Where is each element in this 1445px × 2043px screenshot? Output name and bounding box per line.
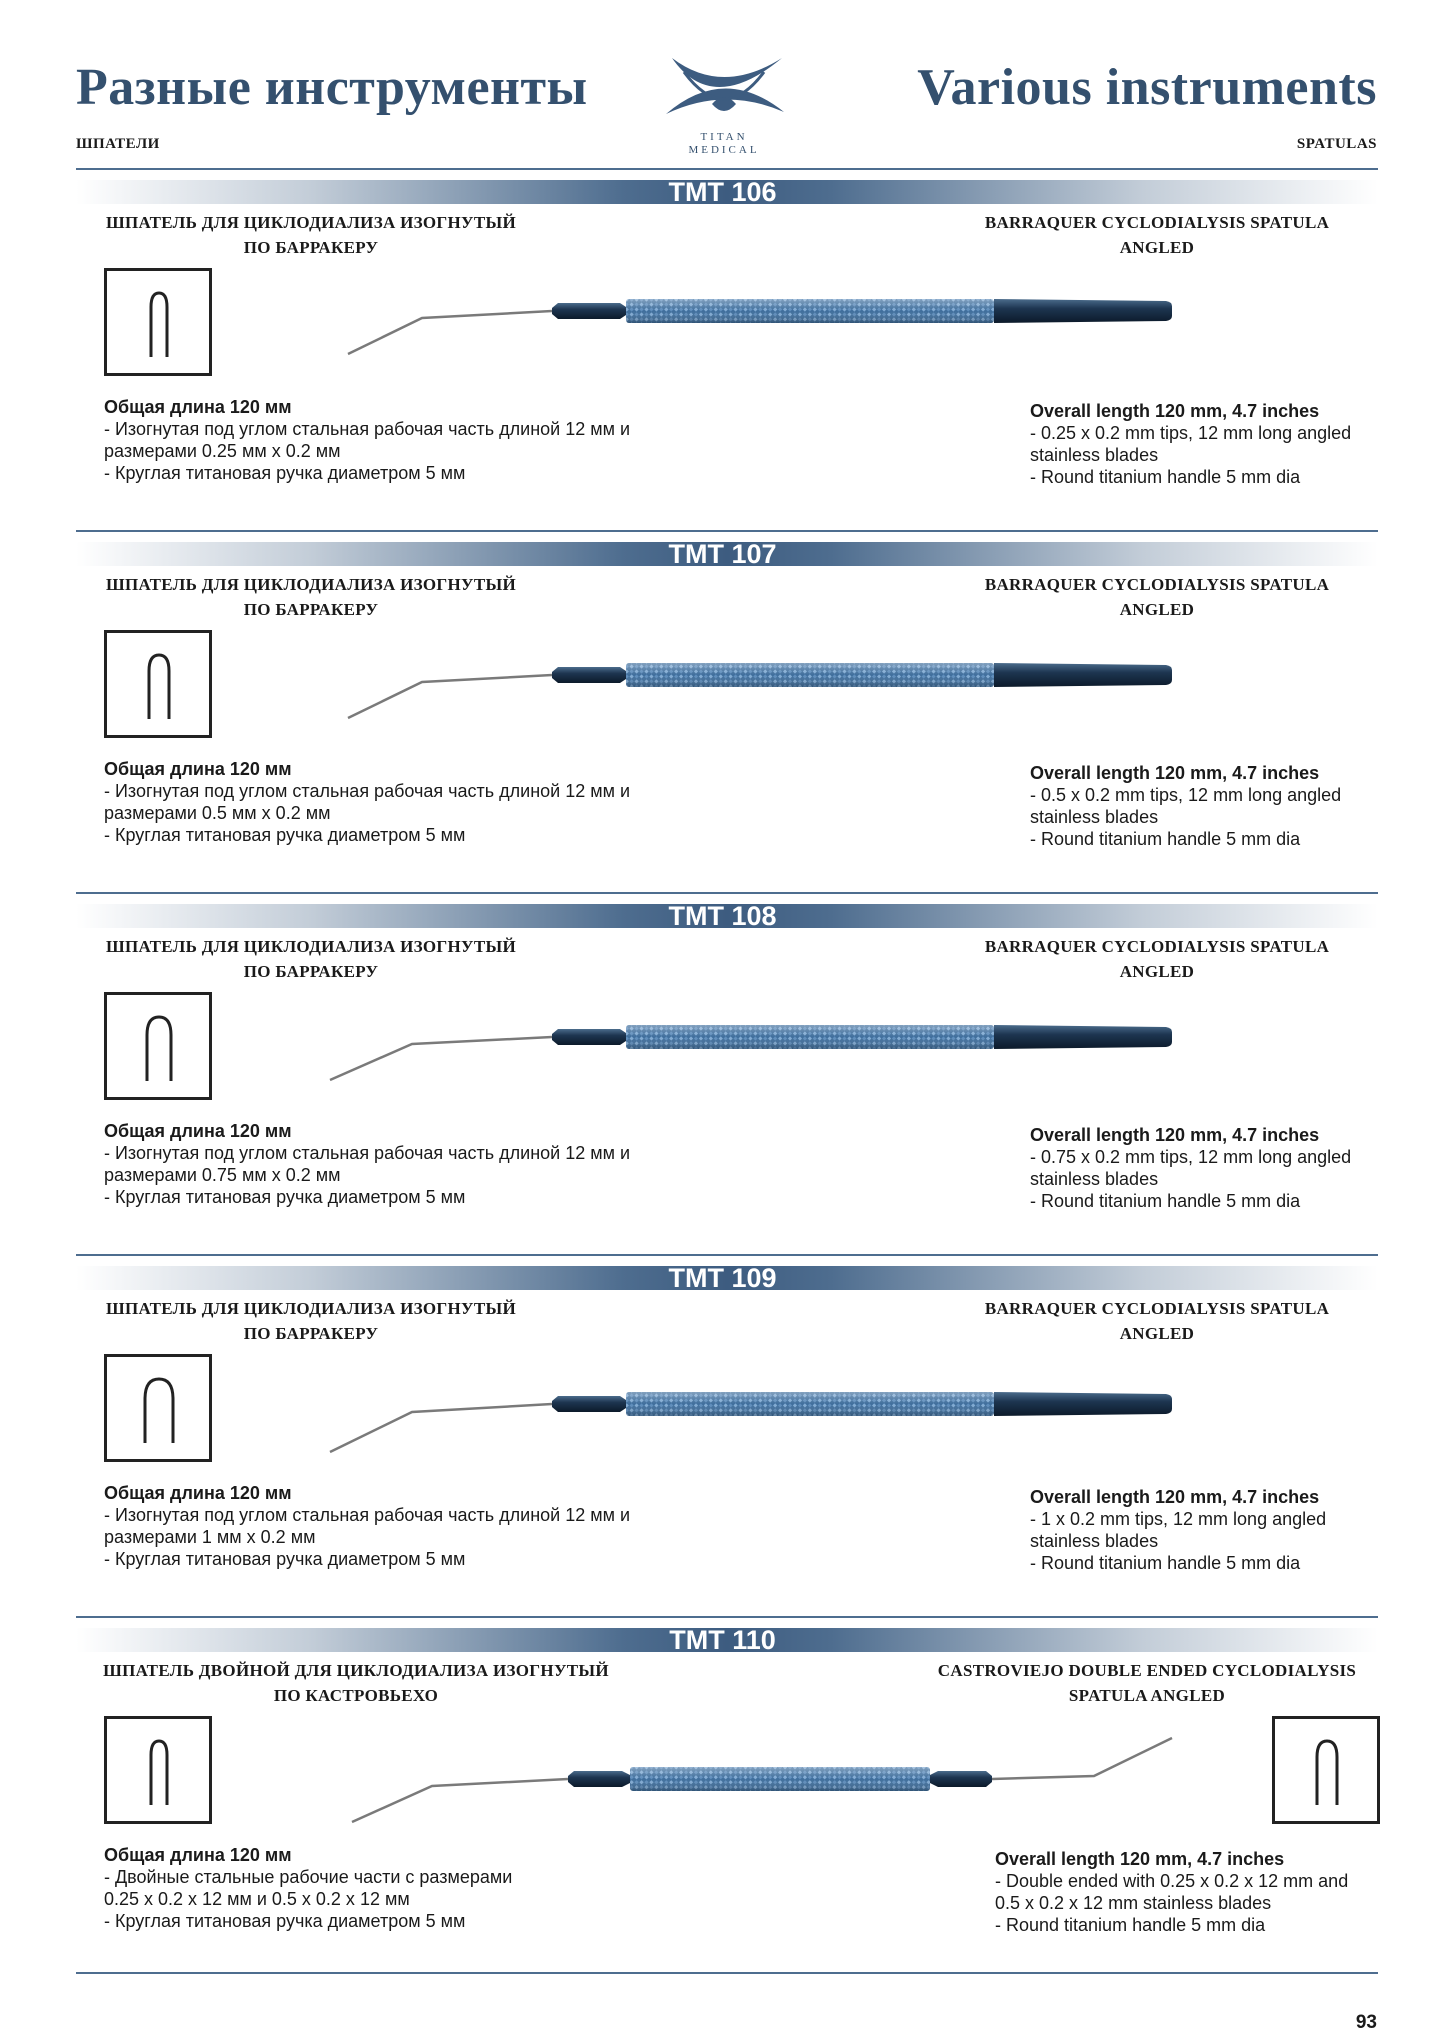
double-spatula-image bbox=[300, 1696, 1200, 1846]
category-en: SPATULAS bbox=[1296, 136, 1377, 152]
product-code: TMT 108 bbox=[668, 901, 777, 931]
page-title-en: Various instruments bbox=[917, 59, 1377, 116]
description-en: Overall length 120 mm, 4.7 inches - 0.5 x 0.2 mm tips, 12 mm long angled stainless blades - Round titanium handle 5 mm dia bbox=[1030, 763, 1342, 849]
page-number: 93 bbox=[1355, 2012, 1377, 2033]
description-en: Overall length 120 mm, 4.7 inches - 1 x 0.2 mm tips, 12 mm long angled stainless blades - Round titanium handle 5 mm dia bbox=[1030, 1487, 1327, 1573]
product-name-ru: ШПАТЕЛЬ ДВОЙНОЙ ДЛЯ ЦИКЛОДИАЛИЗА ИЗОГНУТЫЙ ПО КАСТРОВЬЕХО bbox=[103, 1661, 609, 1705]
product-section bbox=[0, 168, 1445, 530]
section-divider bbox=[76, 168, 1378, 170]
product-name-en: BARRAQUER CYCLODIALYSIS SPATULA ANGLED bbox=[984, 1299, 1330, 1343]
spatula-image bbox=[300, 1334, 1200, 1484]
tip-detail-image-2 bbox=[1272, 1716, 1380, 1824]
footer-divider bbox=[76, 1972, 1378, 1974]
product-code: TMT 107 bbox=[668, 539, 777, 569]
product-section bbox=[0, 1616, 1445, 1978]
tip-detail-image bbox=[104, 1716, 212, 1824]
product-code: TMT 110 bbox=[669, 1625, 776, 1655]
description-ru: Общая длина 120 мм - Изогнутая под углом стальная рабочая часть длиной 12 мм и размерами 0.25 мм х 0.2 мм - Круглая титановая ручка диаметром 5 мм bbox=[104, 397, 631, 483]
page-title-ru: Разные инструменты bbox=[76, 59, 588, 116]
product-code: TMT 106 bbox=[668, 177, 777, 207]
description-ru: Общая длина 120 мм - Двойные стальные рабочие части с размерами 0.25 х 0.2 х 12 мм и 0.5 х 0.2 х 12 мм - Круглая титановая ручка диаметром 5 мм bbox=[104, 1845, 513, 1931]
description-en: Overall length 120 mm, 4.7 inches - 0.25 x 0.2 mm tips, 12 mm long angled stainless blades - Round titanium handle 5 mm dia bbox=[1030, 401, 1352, 487]
description-ru: Общая длина 120 мм - Изогнутая под углом стальная рабочая часть длиной 12 мм и размерами 1 мм х 0.2 мм - Круглая титановая ручка диаметром 5 мм bbox=[104, 1483, 631, 1569]
product-name-en: CASTROVIEJO DOUBLE ENDED CYCLODIALYSIS SPATULA ANGLED bbox=[937, 1661, 1357, 1705]
description-ru: Общая длина 120 мм - Изогнутая под углом стальная рабочая часть длиной 12 мм и размерами 0.75 мм х 0.2 мм - Круглая титановая ручка диаметром 5 мм bbox=[104, 1121, 631, 1207]
product-name-en: BARRAQUER CYCLODIALYSIS SPATULA ANGLED bbox=[984, 937, 1330, 981]
product-name-ru: ШПАТЕЛЬ ДЛЯ ЦИКЛОДИАЛИЗА ИЗОГНУТЫЙ ПО БАРРАКЕРУ bbox=[106, 575, 516, 619]
spatula-image bbox=[300, 972, 1200, 1122]
product-name-ru: ШПАТЕЛЬ ДЛЯ ЦИКЛОДИАЛИЗА ИЗОГНУТЫЙ ПО БАРРАКЕРУ bbox=[106, 213, 516, 257]
tip-detail-image bbox=[104, 268, 212, 376]
description-en: Overall length 120 mm, 4.7 inches - 0.75 x 0.2 mm tips, 12 mm long angled stainless blades - Round titanium handle 5 mm dia bbox=[1030, 1125, 1352, 1211]
section-divider bbox=[76, 1254, 1378, 1256]
description-ru: Общая длина 120 мм - Изогнутая под углом стальная рабочая часть длиной 12 мм и размерами 0.5 мм х 0.2 мм - Круглая титановая ручка диаметром 5 мм bbox=[104, 759, 631, 845]
product-section bbox=[0, 1254, 1445, 1616]
tip-detail-image bbox=[104, 630, 212, 738]
product-section bbox=[0, 892, 1445, 1254]
section-divider bbox=[76, 892, 1378, 894]
product-section bbox=[0, 530, 1445, 892]
tip-detail-image bbox=[104, 992, 212, 1100]
description-en: Overall length 120 mm, 4.7 inches - Double ended with 0.25 x 0.2 x 12 mm and 0.5 x 0.2 x 12 mm stainless blades - Round titanium handle 5 mm dia bbox=[995, 1849, 1349, 1935]
category-ru: ШПАТЕЛИ bbox=[76, 136, 160, 152]
logo-text-1: TITAN bbox=[700, 131, 748, 143]
product-code: TMT 109 bbox=[668, 1263, 777, 1293]
spatula-image bbox=[300, 610, 1200, 760]
product-name-en: BARRAQUER CYCLODIALYSIS SPATULA ANGLED bbox=[984, 213, 1330, 257]
section-divider bbox=[76, 1616, 1378, 1618]
product-name-ru: ШПАТЕЛЬ ДЛЯ ЦИКЛОДИАЛИЗА ИЗОГНУТЫЙ ПО БАРРАКЕРУ bbox=[106, 937, 516, 981]
section-divider bbox=[76, 530, 1378, 532]
product-name-en: BARRAQUER CYCLODIALYSIS SPATULA ANGLED bbox=[984, 575, 1330, 619]
logo-text-2: MEDICAL bbox=[688, 144, 760, 156]
titan-medical-logo bbox=[652, 56, 796, 160]
spatula-image bbox=[300, 248, 1200, 398]
tip-detail-image bbox=[104, 1354, 212, 1462]
product-name-ru: ШПАТЕЛЬ ДЛЯ ЦИКЛОДИАЛИЗА ИЗОГНУТЫЙ ПО БАРРАКЕРУ bbox=[106, 1299, 516, 1343]
